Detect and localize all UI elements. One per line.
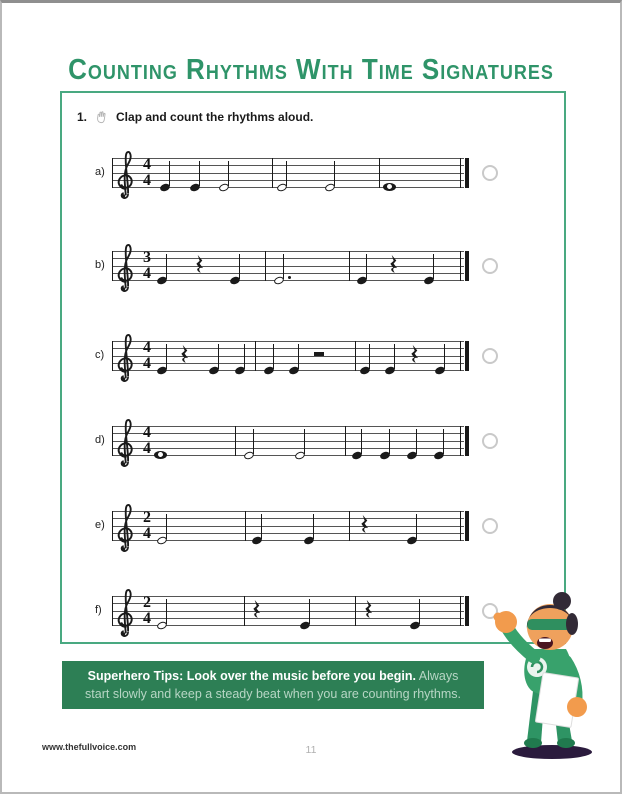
staff-label: b) — [95, 259, 105, 271]
time-signature-bottom: 4 — [143, 439, 151, 457]
time-signature — [138, 425, 156, 456]
time-signature — [138, 595, 156, 626]
note-stem — [361, 429, 363, 454]
barline — [272, 158, 273, 188]
staff-label: e) — [95, 519, 105, 531]
staff-line — [112, 173, 464, 174]
final-barline-thick — [465, 426, 469, 456]
final-barline-thin — [460, 341, 461, 371]
final-barline-thick — [465, 596, 469, 626]
treble-clef-icon — [114, 417, 138, 475]
time-signature — [138, 340, 156, 371]
staff-line — [112, 165, 464, 166]
note-stem — [218, 344, 220, 369]
staff-line — [112, 596, 464, 597]
note-stem — [389, 429, 391, 454]
staff-line — [112, 448, 464, 449]
final-barline-thick — [465, 341, 469, 371]
final-barline-thin — [460, 251, 461, 281]
staff-row-f — [95, 596, 507, 627]
final-barline-thin — [460, 426, 461, 456]
staff-row-c — [95, 341, 507, 372]
time-signature — [138, 250, 156, 281]
note-stem — [253, 429, 255, 454]
instruction-row — [77, 107, 313, 127]
note-stem — [433, 254, 435, 279]
time-signature-bottom: 4 — [143, 171, 151, 189]
whole-note-inner — [157, 451, 164, 458]
staff-row-d — [95, 426, 507, 457]
barline — [355, 596, 356, 626]
note-stem — [283, 254, 285, 279]
note-stem — [394, 344, 396, 369]
quarter-rest — [364, 600, 374, 621]
barline — [349, 251, 350, 281]
treble-clef-icon — [114, 242, 138, 300]
final-barline-thin — [460, 596, 461, 626]
note-stem — [309, 599, 311, 624]
staff-lines — [112, 341, 464, 372]
augmentation-dot — [288, 276, 291, 279]
quarter-rest — [360, 515, 370, 536]
note-stem — [419, 599, 421, 624]
barline — [379, 158, 380, 188]
time-signature-top: 2 — [143, 509, 151, 526]
note-stem — [416, 514, 418, 539]
note-stem — [169, 161, 171, 186]
time-signature-bottom: 4 — [143, 524, 151, 542]
time-signature-bottom: 4 — [143, 609, 151, 627]
note-stem — [369, 344, 371, 369]
staff-label: c) — [95, 349, 105, 361]
treble-clef-icon — [114, 587, 138, 645]
barline — [235, 426, 236, 456]
superhero-character-illustration — [482, 591, 617, 766]
note-stem — [416, 429, 418, 454]
final-barline-thick — [465, 158, 469, 188]
barline — [245, 511, 246, 541]
quarter-rest — [180, 345, 190, 366]
staff-line — [112, 158, 464, 159]
time-signature-bottom: 4 — [143, 264, 151, 282]
note-stem — [273, 344, 275, 369]
staff-row-b — [95, 251, 507, 282]
staff-label: d) — [95, 434, 105, 446]
note-stem — [239, 254, 241, 279]
note-stem — [334, 161, 336, 186]
staff-lines — [112, 511, 464, 542]
staff-lines — [112, 251, 464, 282]
staff-label: a) — [95, 166, 105, 178]
quarter-rest — [195, 255, 205, 276]
treble-clef-icon — [114, 502, 138, 560]
staff-label: f) — [95, 604, 102, 616]
note-stem — [304, 429, 306, 454]
staff-line — [112, 433, 464, 434]
staff-line — [112, 426, 464, 427]
whole-note-inner — [386, 183, 393, 190]
website-text: www.thefullvoice.com — [42, 742, 137, 752]
answer-circle-b[interactable] — [482, 258, 498, 274]
staff-line — [112, 341, 464, 342]
whole-note — [383, 183, 396, 191]
note-stem — [166, 599, 168, 624]
note-stem — [313, 514, 315, 539]
quarter-rest — [389, 255, 399, 276]
staff-line — [112, 180, 464, 181]
final-barline-thin — [460, 511, 461, 541]
time-signature-top: 3 — [143, 249, 151, 266]
time-signature-top: 4 — [143, 424, 151, 441]
answer-circle-e[interactable] — [482, 518, 498, 534]
quarter-rest — [410, 345, 420, 366]
staff-line — [112, 511, 464, 512]
note-stem — [298, 344, 300, 369]
quarter-rest — [252, 600, 262, 621]
note-stem — [166, 254, 168, 279]
note-stem — [261, 514, 263, 539]
note-stem — [166, 344, 168, 369]
exercise-number: 1. — [77, 110, 88, 124]
staff-lines — [112, 596, 464, 627]
tips-bold-text: Superhero Tips: Look over the music before you begin. — [87, 668, 416, 683]
time-signature — [138, 510, 156, 541]
staff-row-e — [95, 511, 507, 542]
whole-note — [154, 451, 167, 459]
note-stem — [444, 344, 446, 369]
clap-hands-icon — [94, 109, 109, 125]
final-barline-thick — [465, 251, 469, 281]
barline — [265, 251, 266, 281]
treble-clef-icon — [114, 149, 138, 207]
note-stem — [166, 514, 168, 539]
note-stem — [228, 161, 230, 186]
page-title: Counting Rhythms With Time Signatures — [68, 52, 554, 87]
staff-row-a — [95, 158, 507, 189]
instruction-text: Clap and count the rhythms aloud. — [116, 110, 314, 124]
note-stem — [366, 254, 368, 279]
answer-circle-a[interactable] — [482, 165, 498, 181]
tips-regular-text: Always start slowly and keep a steady beat when you are counting rhythms. — [85, 668, 461, 701]
note-stem — [443, 429, 445, 454]
note-stem — [199, 161, 201, 186]
time-signature — [138, 157, 156, 188]
time-signature-top: 2 — [143, 594, 151, 611]
barline — [355, 341, 356, 371]
staff-line — [112, 441, 464, 442]
superhero-tips-banner — [62, 661, 484, 709]
page-number: 11 — [305, 744, 317, 756]
final-barline-thick — [465, 511, 469, 541]
note-stem — [286, 161, 288, 186]
final-barline-thin — [460, 158, 461, 188]
answer-circle-c[interactable] — [482, 348, 498, 364]
character-shadow — [512, 745, 592, 759]
barline — [244, 596, 245, 626]
answer-circle-d[interactable] — [482, 433, 498, 449]
barline — [345, 426, 346, 456]
time-signature-bottom: 4 — [143, 354, 151, 372]
staff-lines — [112, 426, 464, 457]
staff-lines — [112, 158, 464, 189]
note-stem — [244, 344, 246, 369]
time-signature-top: 4 — [143, 339, 151, 356]
time-signature-top: 4 — [143, 156, 151, 173]
staff-line — [112, 251, 464, 252]
treble-clef-icon — [114, 332, 138, 390]
half-rest — [314, 352, 324, 356]
barline — [349, 511, 350, 541]
barline — [255, 341, 256, 371]
